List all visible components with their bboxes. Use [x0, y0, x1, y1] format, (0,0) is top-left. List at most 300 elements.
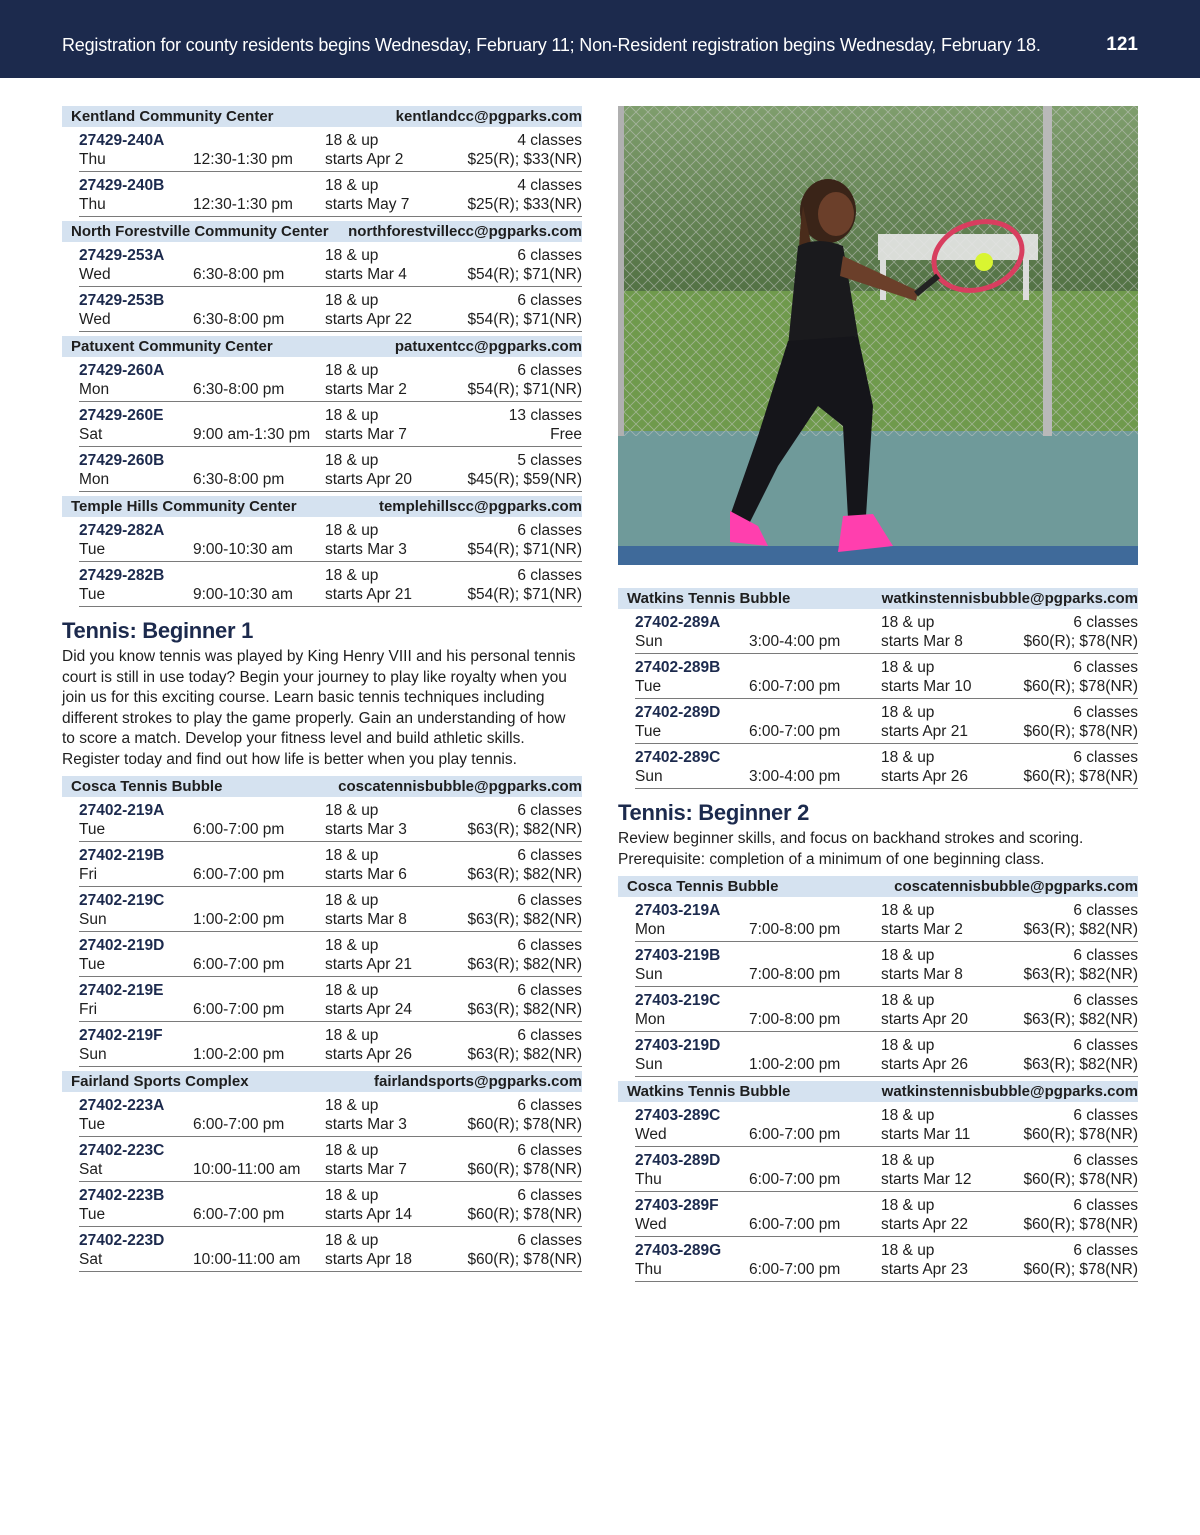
day: Fri [79, 866, 98, 883]
class-count: 6 classes [517, 1097, 582, 1114]
course-code: 27402-219A [79, 802, 165, 819]
location-header [62, 221, 582, 242]
age: 18 & up [325, 1232, 379, 1249]
age: 18 & up [325, 1027, 379, 1044]
start-date: starts Mar 3 [325, 821, 407, 838]
age: 18 & up [325, 567, 379, 584]
time: 6:00-7:00 pm [193, 956, 285, 973]
course-code: 27403-289C [635, 1107, 721, 1124]
class-rows [62, 1092, 582, 1272]
fee: $54(R); $71(NR) [467, 586, 582, 603]
age: 18 & up [325, 177, 379, 194]
day: Sun [79, 1046, 107, 1063]
start-date: starts Apr 26 [881, 768, 969, 785]
day: Tue [79, 586, 106, 603]
course-code: 27429-240A [79, 132, 165, 149]
start-date: starts Apr 26 [325, 1046, 413, 1063]
fee: $63(R); $82(NR) [1023, 1056, 1138, 1073]
class-count: 6 classes [517, 892, 582, 909]
class-row [635, 942, 1138, 987]
class-row [635, 654, 1138, 699]
location-email: fairlandsports@pgparks.com [373, 1073, 582, 1090]
start-date: starts Mar 3 [325, 541, 407, 558]
age: 18 & up [325, 1142, 379, 1159]
class-count: 6 classes [517, 847, 582, 864]
class-count: 6 classes [517, 362, 582, 379]
location-name: North Forestville Community Center [71, 223, 329, 240]
time: 10:00-11:00 am [193, 1161, 301, 1178]
day: Mon [79, 381, 110, 398]
fee: $25(R); $33(NR) [467, 151, 582, 168]
class-rows [62, 357, 582, 492]
fee: $63(R); $82(NR) [467, 866, 582, 883]
course-code: 27403-289G [635, 1242, 722, 1259]
day: Tue [79, 1116, 106, 1133]
age: 18 & up [325, 452, 379, 469]
class-row [79, 402, 582, 447]
fee: $60(R); $78(NR) [1023, 768, 1138, 785]
time: 6:00-7:00 pm [193, 1001, 285, 1018]
course-code: 27403-219D [635, 1037, 721, 1054]
class-count: 6 classes [517, 1027, 582, 1044]
age: 18 & up [325, 522, 379, 539]
beginner1-section [62, 617, 582, 1272]
time: 3:00-4:00 pm [749, 768, 841, 785]
location-header [62, 336, 582, 357]
class-count: 6 classes [1073, 614, 1138, 631]
class-row [635, 897, 1138, 942]
class-row [635, 1237, 1138, 1282]
day: Tue [79, 821, 106, 838]
time: 6:00-7:00 pm [749, 723, 841, 740]
age: 18 & up [881, 902, 935, 919]
time: 1:00-2:00 pm [193, 911, 285, 928]
start-date: starts Mar 7 [325, 426, 407, 443]
time: 6:00-7:00 pm [749, 1216, 841, 1233]
class-rows [618, 897, 1138, 1077]
fee: $60(R); $78(NR) [1023, 1171, 1138, 1188]
class-row [79, 977, 582, 1022]
day: Thu [635, 1171, 662, 1188]
day: Mon [79, 471, 110, 488]
course-code: 27402-289D [635, 704, 721, 721]
course-code: 27402-219B [79, 847, 165, 864]
age: 18 & up [325, 847, 379, 864]
fee: $54(R); $71(NR) [467, 381, 582, 398]
class-count: 6 classes [517, 522, 582, 539]
time: 6:30-8:00 pm [193, 471, 285, 488]
right-column [618, 588, 1138, 1286]
start-date: starts Apr 20 [325, 471, 413, 488]
location-header [618, 1081, 1138, 1102]
age: 18 & up [325, 407, 379, 424]
location-group [618, 1081, 1138, 1282]
start-date: starts Apr 24 [325, 1001, 413, 1018]
class-count: 6 classes [517, 567, 582, 584]
beginner2-section [618, 799, 1138, 1282]
age: 18 & up [325, 362, 379, 379]
class-count: 6 classes [1073, 1152, 1138, 1169]
time: 7:00-8:00 pm [749, 966, 841, 983]
fee: $54(R); $71(NR) [467, 266, 582, 283]
start-date: starts Apr 14 [325, 1206, 413, 1223]
start-date: starts Apr 26 [881, 1056, 969, 1073]
class-row [635, 1147, 1138, 1192]
class-row [79, 1227, 582, 1272]
left-column [62, 106, 582, 1276]
class-count: 6 classes [1073, 749, 1138, 766]
tennis-player-photo [618, 106, 1138, 565]
course-code: 27402-219E [79, 982, 164, 999]
fee: $60(R); $78(NR) [467, 1206, 582, 1223]
fee: $54(R); $71(NR) [467, 541, 582, 558]
course-code: 27429-253A [79, 247, 165, 264]
class-count: 6 classes [517, 247, 582, 264]
time: 7:00-8:00 pm [749, 921, 841, 938]
class-count: 6 classes [517, 292, 582, 309]
fee: $60(R); $78(NR) [1023, 633, 1138, 650]
time: 12:30-1:30 pm [193, 151, 293, 168]
location-name: Cosca Tennis Bubble [71, 778, 223, 795]
day: Mon [635, 921, 666, 938]
age: 18 & up [325, 802, 379, 819]
fee: $63(R); $82(NR) [467, 1046, 582, 1063]
class-rows [618, 609, 1138, 789]
time: 9:00 am-1:30 pm [193, 426, 311, 443]
age: 18 & up [881, 947, 935, 964]
class-count: 6 classes [1073, 902, 1138, 919]
fee: $63(R); $82(NR) [1023, 966, 1138, 983]
course-code: 27402-219F [79, 1027, 163, 1044]
course-code: 27403-219B [635, 947, 721, 964]
day: Mon [635, 1011, 666, 1028]
location-group [618, 588, 1138, 789]
location-email: templehillscc@pgparks.com [378, 498, 582, 515]
start-date: starts Mar 2 [325, 381, 407, 398]
registration-message: Registration for county residents begins Wednesday, February 11; Non-Resident registration begins Wednesday, February 18. [62, 35, 1041, 55]
class-count: 6 classes [1073, 704, 1138, 721]
age: 18 & up [325, 892, 379, 909]
day: Sat [79, 1161, 103, 1178]
start-date: starts Mar 12 [881, 1171, 972, 1188]
class-row [79, 242, 582, 287]
time: 1:00-2:00 pm [193, 1046, 285, 1063]
time: 6:30-8:00 pm [193, 266, 285, 283]
location-name: Kentland Community Center [71, 108, 274, 125]
day: Thu [79, 151, 106, 168]
day: Wed [635, 1216, 667, 1233]
fee: $60(R); $78(NR) [467, 1116, 582, 1133]
class-row [79, 1137, 582, 1182]
location-email: coscatennisbubble@pgparks.com [338, 778, 582, 795]
start-date: starts Mar 8 [881, 966, 963, 983]
course-code: 27429-260A [79, 362, 165, 379]
day: Sun [635, 1056, 663, 1073]
class-row [79, 447, 582, 492]
beginner2-groups [618, 876, 1138, 1282]
location-header [62, 1071, 582, 1092]
course-code: 27402-223D [79, 1232, 165, 1249]
age: 18 & up [325, 247, 379, 264]
class-count: 6 classes [517, 1187, 582, 1204]
day: Tue [79, 541, 106, 558]
class-count: 6 classes [517, 802, 582, 819]
day: Sun [635, 768, 663, 785]
start-date: starts May 7 [325, 196, 410, 213]
course-code: 27429-282A [79, 522, 165, 539]
start-date: starts Mar 10 [881, 678, 972, 695]
age: 18 & up [325, 1187, 379, 1204]
start-date: starts Mar 2 [881, 921, 963, 938]
age: 18 & up [325, 292, 379, 309]
fee: $60(R); $78(NR) [1023, 1126, 1138, 1143]
start-date: starts Apr 20 [881, 1011, 969, 1028]
time: 6:00-7:00 pm [749, 1261, 841, 1278]
time: 6:00-7:00 pm [193, 821, 285, 838]
section-title: Tennis: Beginner 2 [618, 800, 809, 825]
class-count: 6 classes [517, 1232, 582, 1249]
class-row [79, 932, 582, 977]
class-rows [62, 242, 582, 332]
location-group [62, 336, 582, 492]
class-rows [62, 127, 582, 217]
section-description: Did you know tennis was played by King Henry VIII and his personal tennis court is still in use today? Begin your journey to play like royalty when you join us for this exciting course. Learn basic tennis techniques including different strokes to play the game properly. Gain an understanding of how to score a match. Develop your fitness level and build athletic skills. Register today and find out how life is better when you play tennis. [62, 648, 576, 768]
course-code: 27429-282B [79, 567, 165, 584]
age: 18 & up [881, 704, 935, 721]
day: Sat [79, 426, 103, 443]
fee: $63(R); $82(NR) [467, 911, 582, 928]
fee: $60(R); $78(NR) [467, 1251, 582, 1268]
location-header [62, 496, 582, 517]
time: 3:00-4:00 pm [749, 633, 841, 650]
time: 6:00-7:00 pm [193, 1116, 285, 1133]
start-date: starts Apr 21 [325, 956, 413, 973]
course-code: 27402-289A [635, 614, 721, 631]
course-code: 27402-223A [79, 1097, 165, 1114]
location-header [618, 588, 1138, 609]
start-date: starts Apr 21 [325, 586, 413, 603]
class-row [79, 797, 582, 842]
time: 6:30-8:00 pm [193, 381, 285, 398]
class-count: 6 classes [1073, 992, 1138, 1009]
start-date: starts Apr 22 [325, 311, 413, 328]
time: 9:00-10:30 am [193, 541, 293, 558]
day: Tue [79, 956, 106, 973]
left-groups [62, 106, 582, 607]
course-code: 27403-289F [635, 1197, 719, 1214]
age: 18 & up [881, 749, 935, 766]
time: 6:00-7:00 pm [193, 1206, 285, 1223]
class-row [635, 1192, 1138, 1237]
fee: $60(R); $78(NR) [1023, 1261, 1138, 1278]
start-date: starts Mar 8 [325, 911, 407, 928]
fee: $63(R); $82(NR) [1023, 1011, 1138, 1028]
course-code: 27429-260E [79, 407, 164, 424]
location-name: Patuxent Community Center [71, 338, 273, 355]
start-date: starts Mar 7 [325, 1161, 407, 1178]
location-group [62, 106, 582, 217]
time: 10:00-11:00 am [193, 1251, 301, 1268]
day: Tue [635, 678, 662, 695]
class-count: 6 classes [1073, 1242, 1138, 1259]
day: Sun [79, 911, 107, 928]
location-name: Watkins Tennis Bubble [627, 590, 791, 607]
age: 18 & up [325, 982, 379, 999]
start-date: starts Apr 23 [881, 1261, 969, 1278]
fee: $63(R); $82(NR) [467, 956, 582, 973]
class-rows [62, 517, 582, 607]
age: 18 & up [325, 132, 379, 149]
age: 18 & up [881, 1197, 935, 1214]
right-beginner1-groups [618, 588, 1138, 789]
class-rows [618, 1102, 1138, 1282]
class-row [79, 517, 582, 562]
course-code: 27402-289B [635, 659, 721, 676]
class-count: 6 classes [517, 982, 582, 999]
age: 18 & up [325, 1097, 379, 1114]
course-code: 27403-219C [635, 992, 721, 1009]
class-count: 6 classes [1073, 1107, 1138, 1124]
time: 6:00-7:00 pm [193, 866, 285, 883]
location-email: watkinstennisbubble@pgparks.com [881, 590, 1138, 607]
time: 9:00-10:30 am [193, 586, 293, 603]
course-code: 27403-219A [635, 902, 721, 919]
start-date: starts Mar 4 [325, 266, 407, 283]
location-email: watkinstennisbubble@pgparks.com [881, 1083, 1138, 1100]
class-row [635, 609, 1138, 654]
course-code: 27429-260B [79, 452, 165, 469]
start-date: starts Apr 18 [325, 1251, 413, 1268]
age: 18 & up [881, 1242, 935, 1259]
time: 6:00-7:00 pm [749, 1171, 841, 1188]
class-row [635, 744, 1138, 789]
class-count: 5 classes [517, 452, 582, 469]
start-date: starts Apr 22 [881, 1216, 969, 1233]
class-rows [62, 797, 582, 1067]
class-row [635, 699, 1138, 744]
class-row [79, 172, 582, 217]
location-group [62, 776, 582, 1067]
fee: $45(R); $59(NR) [467, 471, 582, 488]
page-number: 121 [1106, 34, 1138, 55]
day: Thu [79, 196, 106, 213]
location-email: northforestvillecc@pgparks.com [348, 223, 582, 240]
location-email: coscatennisbubble@pgparks.com [894, 878, 1138, 895]
day: Wed [635, 1126, 667, 1143]
class-row [79, 1182, 582, 1227]
day: Tue [79, 1206, 106, 1223]
age: 18 & up [881, 1152, 935, 1169]
course-code: 27429-240B [79, 177, 165, 194]
fee: $63(R); $82(NR) [1023, 921, 1138, 938]
start-date: starts Mar 3 [325, 1116, 407, 1133]
class-row [79, 887, 582, 932]
course-code: 27402-223B [79, 1187, 165, 1204]
day: Tue [635, 723, 662, 740]
location-header [618, 876, 1138, 897]
section-title: Tennis: Beginner 1 [62, 618, 253, 643]
class-row [79, 562, 582, 607]
start-date: starts Apr 2 [325, 151, 404, 168]
start-date: starts Mar 6 [325, 866, 407, 883]
tennis-player-image [618, 106, 1138, 565]
day: Thu [635, 1261, 662, 1278]
day: Wed [79, 266, 111, 283]
location-name: Watkins Tennis Bubble [627, 1083, 791, 1100]
day: Fri [79, 1001, 98, 1018]
class-row [635, 987, 1138, 1032]
day: Sat [79, 1251, 103, 1268]
fee: $60(R); $78(NR) [1023, 678, 1138, 695]
class-count: 4 classes [517, 132, 582, 149]
course-code: 27429-253B [79, 292, 165, 309]
start-date: starts Apr 21 [881, 723, 969, 740]
location-group [62, 1071, 582, 1272]
course-code: 27402-223C [79, 1142, 165, 1159]
location-header [62, 776, 582, 797]
time: 6:30-8:00 pm [193, 311, 285, 328]
age: 18 & up [881, 992, 935, 1009]
class-row [79, 127, 582, 172]
fee: $60(R); $78(NR) [467, 1161, 582, 1178]
class-row [79, 1092, 582, 1137]
class-row [79, 287, 582, 332]
day: Sun [635, 966, 663, 983]
fee: $63(R); $82(NR) [467, 821, 582, 838]
section-description: Review beginner skills, and focus on backhand strokes and scoring. Prerequisite: completion of a minimum of one beginning class. [618, 830, 1084, 868]
location-group [618, 876, 1138, 1077]
fee: $60(R); $78(NR) [1023, 1216, 1138, 1233]
course-code: 27403-289D [635, 1152, 721, 1169]
fee: $60(R); $78(NR) [1023, 723, 1138, 740]
location-name: Fairland Sports Complex [71, 1073, 249, 1090]
class-count: 6 classes [1073, 1037, 1138, 1054]
time: 7:00-8:00 pm [749, 1011, 841, 1028]
location-email: kentlandcc@pgparks.com [395, 108, 582, 125]
fee: $54(R); $71(NR) [467, 311, 582, 328]
time: 12:30-1:30 pm [193, 196, 293, 213]
age: 18 & up [881, 1107, 935, 1124]
day: Sun [635, 633, 663, 650]
class-count: 6 classes [1073, 947, 1138, 964]
course-code: 27402-219C [79, 892, 165, 909]
age: 18 & up [881, 1037, 935, 1054]
day: Wed [79, 311, 111, 328]
class-count: 4 classes [517, 177, 582, 194]
header-bar [0, 0, 1200, 78]
location-group [62, 496, 582, 607]
age: 18 & up [881, 614, 935, 631]
fee: $25(R); $33(NR) [467, 196, 582, 213]
class-row [635, 1032, 1138, 1077]
location-group [62, 221, 582, 332]
course-code: 27402-289C [635, 749, 721, 766]
time: 6:00-7:00 pm [749, 1126, 841, 1143]
beginner1-groups [62, 776, 582, 1272]
class-count: 6 classes [1073, 659, 1138, 676]
location-email: patuxentcc@pgparks.com [394, 338, 582, 355]
location-name: Cosca Tennis Bubble [627, 878, 779, 895]
time: 6:00-7:00 pm [749, 678, 841, 695]
class-row [79, 357, 582, 402]
fee: Free [550, 426, 582, 443]
fee: $63(R); $82(NR) [467, 1001, 582, 1018]
location-header [62, 106, 582, 127]
start-date: starts Mar 8 [881, 633, 963, 650]
location-name: Temple Hills Community Center [71, 498, 297, 515]
class-row [79, 1022, 582, 1067]
age: 18 & up [325, 937, 379, 954]
